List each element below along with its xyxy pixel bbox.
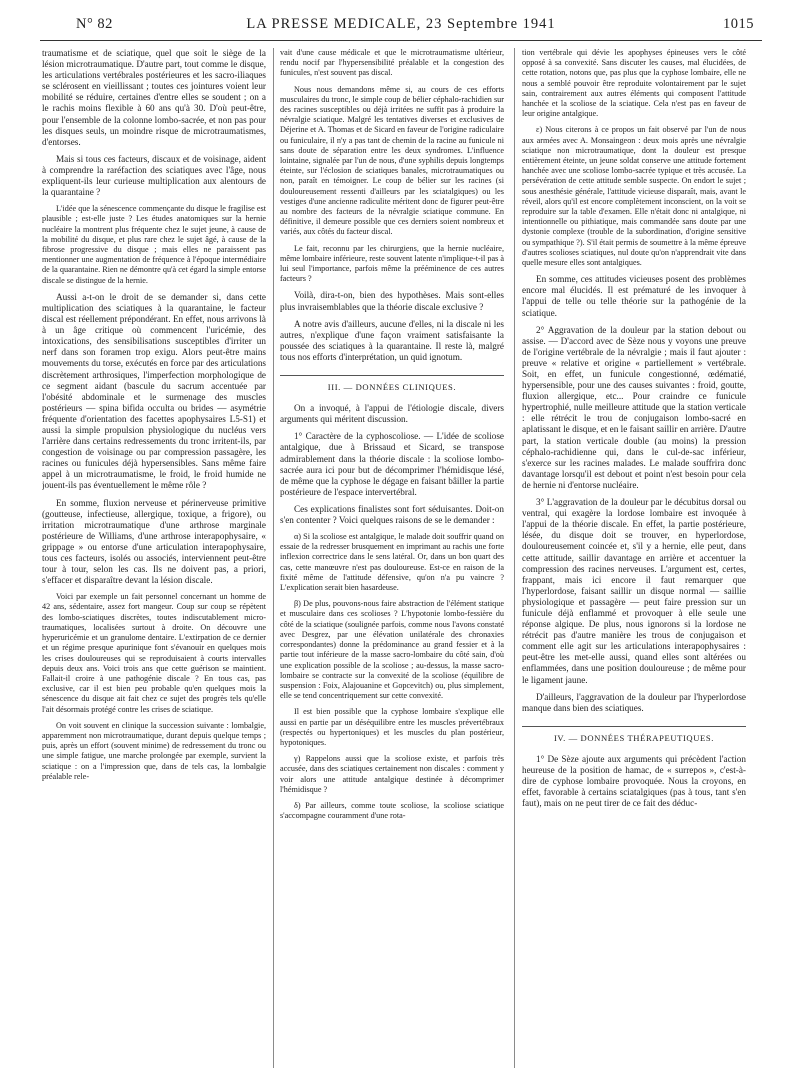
paragraph: En somme, fluxion nerveuse et périnerveuse primitive (goutteuse, infectieuse, allergique, toxique, a frigore), ou irritation microtraumatique d'une arthrose marginale postérieure de Williams, d'une arthrose interapophysaire, « grippage » ou entorse d'une articulation interapophysaire, tous ces facteurs, isolés ou associés, interviennent peut-être tour à tour, selon les cas. Ils ne doivent pas, a priori, s'effacer et disparaître devant la lésion discale. xyxy=(42,497,266,586)
column-1 xyxy=(42,48,266,1074)
paragraph-small: Nous nous demandons même si, au cours de ces efforts musculaires du tronc, le simple coup de bélier céphalo-rachidien sur des racines susceptibles ou déjà irritées ne suffit pas à produire la névralgie sciatique. Malgré les tentatives diverses et exclusives de Déjerine et A. Thomas et de Sicard en faveur de l'origine radiculaire ou funiculaire, il n'y a pas tant de chemin de la racine au funicule ni sans doute de séparation entre les deux syndromes. L'influence lointaine, signalée par l'un de nous, d'une syphilis depuis longtemps éteinte, sur l'éclosion de sciatiques banales, microtraumatiques ou non, paraît en témoigner. Le coup de bélier sur les racines (si douloureusement ressenti d'ailleurs par les sciatalgiques) ou les vestiges d'une ancienne radiculite méritent donc de figurer peut-être au nombre des facteurs de la névralgie sciatique commune. En définitive, il demeure possible que ces derniers soient nombreux et variés, aux côtés du facteur discal. xyxy=(280,84,504,237)
paragraph-small: Le fait, reconnu par les chirurgiens, que la hernie nucléaire, même lombaire inférieure, reste souvent latente n'implique-t-il pas à lui seul l'importance, parfois même la prééminence de ces autres facteurs ? xyxy=(280,243,504,284)
paragraph: traumatisme et de sciatique, quel que soit le siège de la lésion microtraumatique. D'autre part, tout comme le disque, les articulations vertébrales postérieures et les sacro-iliaques se sclérosent en vieillissant ; toutes ces jointures voient leur mobilité se réduire, certaines d'entre elles se soudent ; on a le rachis moins flexible à 60 ans qu'à 30. D'où peut-être, pour l'ensemble de la colonne lombo-sacrée, et non pas pour les disques seuls, un moindre risque de microtraumatismes, d'entorses. xyxy=(42,48,266,147)
paragraph: En somme, ces attitudes vicieuses posent des problèmes encore mal élucidés. Il est prématuré de les invoquer à l'appui de telle ou telle théorie sur la pathogénie de la sciatique. xyxy=(522,274,746,318)
paragraph: Mais si tous ces facteurs, discaux et de voisinage, aident à comprendre la raréfaction des sciatiques avec l'âge, nous expliquent-ils leur curieuse multiplication aux alentours de la quarantaine ? xyxy=(42,153,266,198)
paragraph-small: α) Si la scoliose est antalgique, le malade doit souffrir quand on essaie de la redresser brusquement en imprimant au rachis une forte inflexion correctrice dans le sens latéral. Or, dans un bon quart des cas, cette manœuvre n'est pas douloureuse. Est-ce en raison de la fixité même de l'attitude défensive, qu'on n'a pu vaincre ? L'explication serait bien hasardeuse. xyxy=(280,532,504,593)
paragraph-small: vait d'une cause médicale et que le microtraumatisme ultérieur, rendu nocif par l'hypersensibilité préalable et la congestion des funicules, n'est souvent pas discal. xyxy=(280,48,504,78)
paragraph-small: L'idée que la sénescence commençante du disque le fragilise est plausible ; est-elle juste ? Les études anatomiques sur la hernie nucléaire la montrent plus fréquente chez le sujet jeune, à cause de la mobilité du disque, et plus rare chez le sujet âgé, à cause de la fibrose progressive du disque ; mais elles ne paraissent pas mentionner une augmentation de fréquence à l'époque intermédiaire de la quarantaine. Rien ne démontre qu'à cet égard la simple entorse discale se distingue de la hernie. xyxy=(42,204,266,285)
section-heading: IV. — DONNÉES THÉRAPEUTIQUES. xyxy=(522,726,746,744)
column-divider xyxy=(514,48,515,1068)
paragraph: 3° L'aggravation de la douleur par le décubitus dorsal ou ventral, qui exagère la lordose lombaire est invoquée à l'appui de la théorie discale. En effet, la partie postérieure, lésée, du disque doit se trouver, en hyperlordose, douloureusement coincée et, s'il y a hernie, elle peut, dans cette attitude, saillir davantage en arrière et accentuer la compression des racines nerveuses. L'argument est, certes, frappant, mais ici encore il faut remarquer que l'hyperlordose, faisant saillir un disque normal — saillie physiologique et passagère — peut faire pression sur un funicule déjà enflammé et provoquer à elle seule une réponse algique. De plus, nous ignorons si la lordose ne rétrécit pas d'autre manière les trous de conjugaison et comment elle agit sur les articulations interapophysaires : peut-être les met-elle aussi, quand elles sont altérées ou enflammées, dans une position douloureuse ; de même pour le ligament jaune. xyxy=(522,497,746,685)
paragraph: 1° Caractère de la cyphoscoliose. — L'idée de scoliose antalgique, due à Brissaud et Sicard, se transpose admirablement dans la théorie discale : la scoliose lombo-sacrée aura ici pour but de décomprimer l'hémidisque lésé, de même que la cyphose le dégage en faisant bâiller la partie postérieure de l'espace intervertébral. xyxy=(280,431,504,497)
paragraph-small: ε) Nous citerons à ce propos un fait observé par l'un de nous aux armées avec A. Monsaingeon : deux mois après une névralgie sciatique non microtraumatique, dont la douleur est presque entièrement éteinte, un jeune soldat conserve une attitude fortement hanchée avec une scoliose lombo-sacrée typique et très accusée. La persévération de cette attitude semble suspecte. On endort le sujet ; sous anesthésie générale, l'attitude vicieuse disparaît, mais, avant le réveil, alors qu'il est encore complètement inconscient, on la voit se reproduire sur la table d'examen. Elle n'était donc ni antalgique, ni intentionnelle ou pithiatique, mais commandée sans doute par une dystonie complexe (trouble de la subordination, d'origine sensitive ou sympathique ?). S'il était permis de soumettre à la même épreuve d'autres scolioses sciatiques, nul doute qu'on n'apprendrait vite dans quelle mesure elles sont antalgiques. xyxy=(522,125,746,268)
paragraph: A notre avis d'ailleurs, aucune d'elles, ni la discale ni les autres, n'explique d'une façon vraiment satisfaisante la poussée des sciatiques à la quarantaine. Il reste là, malgré tous nos efforts d'interprétation, un quid ignotum. xyxy=(280,318,504,362)
paragraph-small: γ) Rappelons aussi que la scoliose existe, et parfois très accusée, dans des sciatiques certainement non discales : comment y voir alors une attitude antalgique destinée à décomprimer l'hémidisque ? xyxy=(280,754,504,794)
paragraph: Aussi a-t-on le droit de se demander si, dans cette multiplication des sciatiques à la quarantaine, le facteur discal est réellement prépondérant. En effet, nous arrivons là à un âge critique où commencent l'uricémie, des intoxications, des sensibilisations susceptibles d'irriter un nerf dans son foramen trop exigu. Alors peut-être mains mouvements du torse, exécutés en force par des articulations discrètement arthrosiques, l'imperfection morphologique de ce segment aidant (bascule du sacrum accentuée par l'obésité abdominale et le surmenage des muscles postérieurs — spina bifida occulta ou brides — asymétrie fréquente d'orientation des facettes apophysaires L5-S1) et aussi la simple propulsion physiologique du nucléus vers l'arrière dans certains redressements du tronc irritent-ils, par congestion de voisinage ou par compression passagère, les racines ou funicules déjà hypersensibles. Sans même faire appel à un microtraumatisme, le froid, le froid humide ne jouent-ils pas éventuellement le même rôle ? xyxy=(42,291,266,491)
paragraph: Ces explications finalistes sont fort séduisantes. Doit-on s'en contenter ? Voici quelques raisons de se le demander : xyxy=(280,503,504,525)
paragraph: D'ailleurs, l'aggravation de la douleur par l'hyperlordose manque dans bien des sciatiques. xyxy=(522,691,746,713)
page-number: 1015 xyxy=(723,16,754,32)
paragraph-small: Il est bien possible que la cyphose lombaire s'explique elle aussi en partie par un déséquilibre entre les muscles prévertébraux (respectés ou hypertoniques) et les muscles du plan postérieur, hypotoniques. xyxy=(280,707,504,747)
paragraph: On a invoqué, à l'appui de l'étiologie discale, divers arguments qui méritent discussion. xyxy=(280,403,504,425)
paragraph-small: δ) Par ailleurs, comme toute scoliose, la scoliose sciatique s'accompagne couramment d'une rota- xyxy=(280,800,504,821)
paragraph: 2° Aggravation de la douleur par la station debout ou assise. — D'accord avec de Sèze nous y voyons une preuve de l'origine vertébrale de la névralgie ; mais il faut ajouter : preuve « relative et origine « partiellement » vertébrale. Soit, en effet, un funicule congestionné, œdématié, hypersensible, pour une des causes suivantes : froid, goutte, fluxion allergique, etc... Pour craindre ce funicule hypertrophié, nulle meilleure attitude que la station verticale : elle rétrécit le trou de conjugaison lombo-sacré en aplatissant le disque, et en le faisant saillir en arrière. D'autre part, la station verticale double (au moins) la pression céphalo-rachidienne qui, dans le cul-de-sac inférieur, s'exerce sur les racines malades. Le malade souffrira donc davantage lorsqu'il est debout et point n'est besoin pour cela de hernie ni d'entorse nucléaire. xyxy=(522,324,746,490)
paragraph: 1° De Sèze ajoute aux arguments qui précèdent l'action heureuse de la position de hamac, de « surrepos », c'est-à-dire de cyphose lombaire provoquée. Nous la croyons, en effet, favorable à certains sciatalgiques (pas à tous, tant s'en faut), mais on ne peut tirer de ce fait des déduc- xyxy=(522,753,746,809)
journal-title: LA PRESSE MEDICALE, 23 Septembre 1941 xyxy=(246,16,556,32)
paragraph-small: On voit souvent en clinique la succession suivante : lombalgie, apparemment non microtraumatique, durant depuis quelque temps ; puis, après un effort (souvent minime) de redressement du tronc ou une simple fatigue, une marche prolongée par exemple, survient la sciatique : on a l'impression que, dans de tels cas, la lombalgie préalable rele- xyxy=(42,720,266,781)
issue-number: N° 82 xyxy=(76,16,113,32)
column-3 xyxy=(522,48,746,1074)
column-2 xyxy=(280,48,504,1074)
paragraph-small: β) De plus, pouvons-nous faire abstraction de l'élément statique et musculaire dans ces scolioses ? L'hypotonie lombo-fessière du côté de la sciatique (soulignée parfois, comme nous l'avons constaté avec Desgrez, par une élévation unilatérale des chronaxies correspondantes) donne la prédominance au grand fessier et à la partie tout inférieure de la masse sacro-lombaire du côté sain, d'où une explication possible de la scoliose ; au-dessus, la masse sacro-lombaire se contracte sur la convexité de la scoliose (équilibre de suspension : Foix, Alajouanine et Gopcevitch) ou, plus simplement, elle se tend concentriquement sur cette convexité. xyxy=(280,599,504,701)
running-header xyxy=(40,14,762,41)
paragraph-small: Voici par exemple un fait personnel concernant un homme de 42 ans, sédentaire, assez fort mangeur. Coup sur coup se répètent des lombo-sciatiques discrètes, toutes indiscutablement micro-traumatiques, localisées surtout à droite. On découvre une hyperuricémie et un granulome dentaire. L'extirpation de ce dernier et un régime presque apurinique font s'évanouir en quelques mois les crises douloureuses qui se reproduisaient à courts intervalles depuis deux ans. Voici trois ans que cette guérison se maintient. Fallait-il croire à une pathogénie discale ? En tous cas, pas exclusive, car il est bien peu probable qu'en quelques mois la sénescence du disque ait fait chez ce sujet des progrès tels qu'elle l'ait désormais protégé contre les crises de sciatique. xyxy=(42,592,266,714)
section-heading: III. — DONNÉES CLINIQUES. xyxy=(280,375,504,393)
paragraph: Voilà, dira-t-on, bien des hypothèses. Mais sont-elles plus invraisemblables que la théorie discale exclusive ? xyxy=(280,290,504,312)
column-divider xyxy=(273,48,274,1068)
paragraph-small: tion vertébrale qui dévie les apophyses épineuses vers le côté opposé à sa convexité. Sans discuter les causes, mal élucidées, de cette rotation, notons que, pas plus que la cyphose lombaire, elle ne nous a semblé pouvoir être reproduite volontairement par le sujet sain, contrairement aux autres éléments qui composent l'attitude hanchée et la scoliose de la sciatique. Cela n'est pas en faveur de leur origine antalgique. xyxy=(522,48,746,119)
